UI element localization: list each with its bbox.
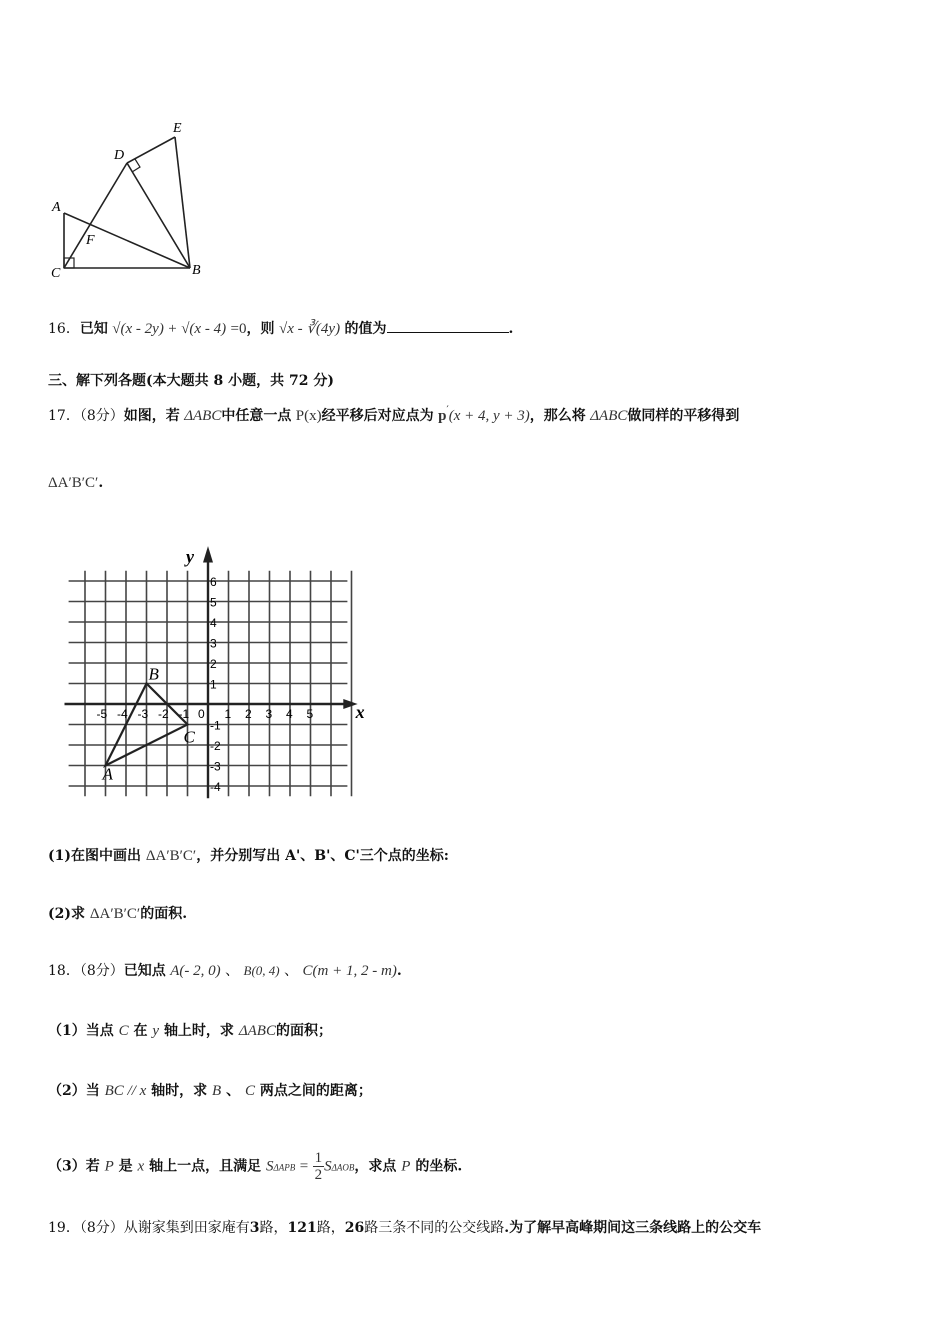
q17-dot: . — [98, 475, 104, 491]
q16-expr-b: √(x - 4) — [181, 321, 227, 337]
y-tick-label: -4 — [210, 780, 221, 794]
x-tick-label: -3 — [137, 707, 149, 721]
q18-s3-a: 若 — [85, 1158, 100, 1175]
q18-s2-c: 两点之间的距离； — [259, 1083, 372, 1099]
q19-score: （8分） — [79, 1220, 124, 1236]
q18-s3-e: 的坐标. — [415, 1158, 463, 1175]
q18-dot: . — [396, 963, 402, 979]
q18-s3-eq: = — [299, 1158, 309, 1175]
q18-s2-sep: 、 — [226, 1083, 241, 1099]
q18-s2-a: 当 — [85, 1083, 100, 1099]
q18-s3-p: P — [104, 1158, 114, 1175]
q17-t3: 经平移后对应点为 — [321, 408, 434, 424]
q16-answer-blank — [387, 320, 509, 333]
q18-number: 18． — [48, 963, 80, 979]
q16-suffix: 的值为 — [344, 321, 387, 337]
q17-sub1-a: (1)在图中画出 — [48, 848, 141, 864]
x-tick-label: 4 — [286, 707, 293, 721]
q18-s2-B: B — [212, 1083, 222, 1099]
q18-point-b: B(0, 4) — [243, 963, 280, 978]
q17-sub2-b: 的面积. — [140, 906, 188, 922]
q19-number: 19． — [48, 1220, 80, 1236]
x-tick-label: -2 — [158, 707, 169, 721]
y-tick-label: -3 — [210, 759, 221, 774]
q18-sep2: 、 — [284, 963, 299, 979]
q16-eq: =0 — [230, 321, 247, 337]
q17-result: ΔA′B′C′ — [48, 475, 99, 491]
q16-prefix: 已知 — [79, 321, 108, 337]
q18-s1-abc: ΔABC — [238, 1023, 276, 1039]
q19-t5: .为了解早高峰期间这三条线路上的公交车 — [504, 1220, 762, 1236]
label-C: C — [51, 266, 61, 281]
point-label-a: A — [102, 764, 113, 784]
q19-t4: 路三条不同的公交线路 — [364, 1220, 505, 1236]
coordinate-grid — [55, 535, 375, 805]
point-label-c: C — [183, 727, 195, 747]
x-tick-label: -5 — [96, 707, 108, 721]
q18-sep1: 、 — [225, 963, 240, 979]
q18-s2-C: C — [244, 1083, 255, 1099]
q18-s3-x: x — [137, 1158, 145, 1175]
q18-sub1 — [48, 1020, 332, 1040]
label-B: B — [192, 263, 201, 278]
q17-sub1-tri: ΔA′B′C′ — [145, 848, 197, 864]
y-tick-label: 3 — [210, 636, 217, 651]
q18-s1-num: （1） — [48, 1023, 86, 1039]
q16-expr-a: √(x - 2y) — [112, 321, 164, 337]
label-F: F — [86, 233, 95, 248]
y-tick-label: 2 — [210, 657, 217, 671]
q18-point-a: A(- 2, 0) — [170, 963, 221, 979]
q18-s3-d: ，求点 — [354, 1158, 397, 1175]
q19-r1: 3 — [249, 1220, 260, 1236]
q17-score: （8分） — [79, 408, 124, 424]
question-17: 17．（8分）如图，若 ΔABC中任意一点 P(x)经平移后对应点为 p′(x + 4, y + 3)，那么将 ΔABC做同样的平移得到 — [48, 405, 740, 424]
q17-t1: 如图，若 — [123, 408, 180, 424]
q18-sub3 — [48, 1150, 462, 1183]
x-tick-label: 5 — [306, 707, 314, 721]
q17-sub1-b: ，并分别写出 A'、B'、C'三个点的坐标: — [196, 848, 449, 864]
section-title: 三、解下列各题(本大题共 8 小题，共 72 分) — [48, 373, 334, 389]
q17-t4: ，那么将 — [529, 408, 586, 424]
q16-mid: ，则 — [246, 321, 275, 337]
q18-s1-c: C — [118, 1023, 129, 1039]
y-axis-arrow — [203, 546, 213, 562]
x-axis-label: x — [355, 702, 365, 722]
y-tick-label: 5 — [210, 595, 217, 610]
question-19 — [48, 1217, 761, 1237]
label-E: E — [173, 121, 182, 136]
q17-result-line — [48, 475, 103, 492]
q17-p2: p — [438, 408, 447, 424]
q17-p2-expr: (x + 4, y + 3) — [448, 408, 530, 424]
question-18 — [48, 960, 402, 980]
q18-s3-frac — [313, 1150, 325, 1183]
q17-sub2-tri: ΔA′B′C′ — [89, 906, 141, 922]
q18-point-c: C(m + 1, 2 - m) — [302, 963, 397, 979]
q18-s3-S1: S — [265, 1158, 274, 1175]
y-tick-label: 4 — [210, 616, 217, 630]
y-tick-label: -1 — [210, 718, 221, 733]
x-tick-label: 3 — [265, 707, 273, 721]
q18-s3-formula — [266, 1150, 354, 1183]
q18-s1-b: 在 — [133, 1023, 148, 1039]
q18-s1-d: 轴上时，求 — [163, 1023, 234, 1039]
q18-s3-p2: P — [401, 1158, 411, 1175]
q19-t3: 路， — [316, 1220, 345, 1236]
q18-score: （8分） — [79, 963, 124, 979]
q18-s3-numerator: 1 — [314, 1150, 323, 1166]
q17-sub1 — [48, 845, 449, 865]
q16-number: 16． — [48, 321, 80, 337]
q18-s1-a: 当点 — [85, 1023, 114, 1039]
q18-s3-sub2: ΔAOB — [331, 1162, 355, 1173]
q19-t2: 路， — [259, 1220, 288, 1236]
q18-s3-S2: S — [324, 1158, 332, 1175]
q16-expr-c: √x - ∛(4y) — [278, 321, 341, 337]
q18-s3-num: （3） — [48, 1158, 86, 1175]
q16-tail: . — [508, 321, 514, 337]
y-tick-label: -2 — [210, 739, 221, 753]
label-D: D — [114, 148, 125, 163]
q17-number: 17． — [48, 408, 80, 424]
q18-s1-e: 的面积； — [275, 1023, 332, 1039]
q17-sub2 — [48, 903, 187, 923]
q16-plus: + — [168, 321, 177, 337]
y-tick-label: 1 — [210, 677, 217, 692]
q17-t2: 中任意一点 — [221, 408, 292, 424]
q19-r3: 26 — [344, 1220, 365, 1236]
y-tick-label: 6 — [210, 575, 217, 589]
q18-s3-sub1: ΔAPB — [273, 1162, 296, 1173]
q19-r2: 121 — [287, 1220, 317, 1236]
q18-s3-c: 轴上一点，且满足 — [149, 1158, 262, 1175]
x-tick-label: 1 — [224, 707, 232, 721]
point-label-b: B — [148, 664, 159, 684]
q18-sub2 — [48, 1080, 372, 1100]
x-tick-label: -4 — [117, 707, 128, 721]
q19-t1: 从谢家集到田家庵有 — [123, 1220, 250, 1236]
x-tick-label: -1 — [178, 707, 190, 721]
geometry-figure — [40, 115, 220, 285]
q17-abc: ΔABC — [184, 408, 222, 424]
q18-s3-denominator: 2 — [314, 1167, 323, 1183]
q18-s2-bc: BC // x — [104, 1083, 147, 1099]
x-tick-label: 2 — [245, 707, 252, 721]
q17-p: P(x) — [295, 408, 322, 424]
q17-abc2: ΔABC — [590, 408, 628, 424]
q17-t5: 做同样的平移得到 — [627, 408, 740, 424]
q18-s1-y: y — [152, 1023, 160, 1039]
y-axis-label: y — [186, 546, 194, 567]
q18-s2-num: （2） — [48, 1083, 86, 1099]
label-A: A — [52, 200, 61, 215]
question-16 — [48, 318, 513, 338]
q18-s3-b: 是 — [118, 1158, 133, 1175]
q17-sub2-a: (2)求 — [48, 906, 85, 922]
q18-s2-b: 轴时，求 — [151, 1083, 208, 1099]
q18-t1: 已知点 — [123, 963, 166, 979]
x-tick-label: 0 — [198, 707, 205, 721]
